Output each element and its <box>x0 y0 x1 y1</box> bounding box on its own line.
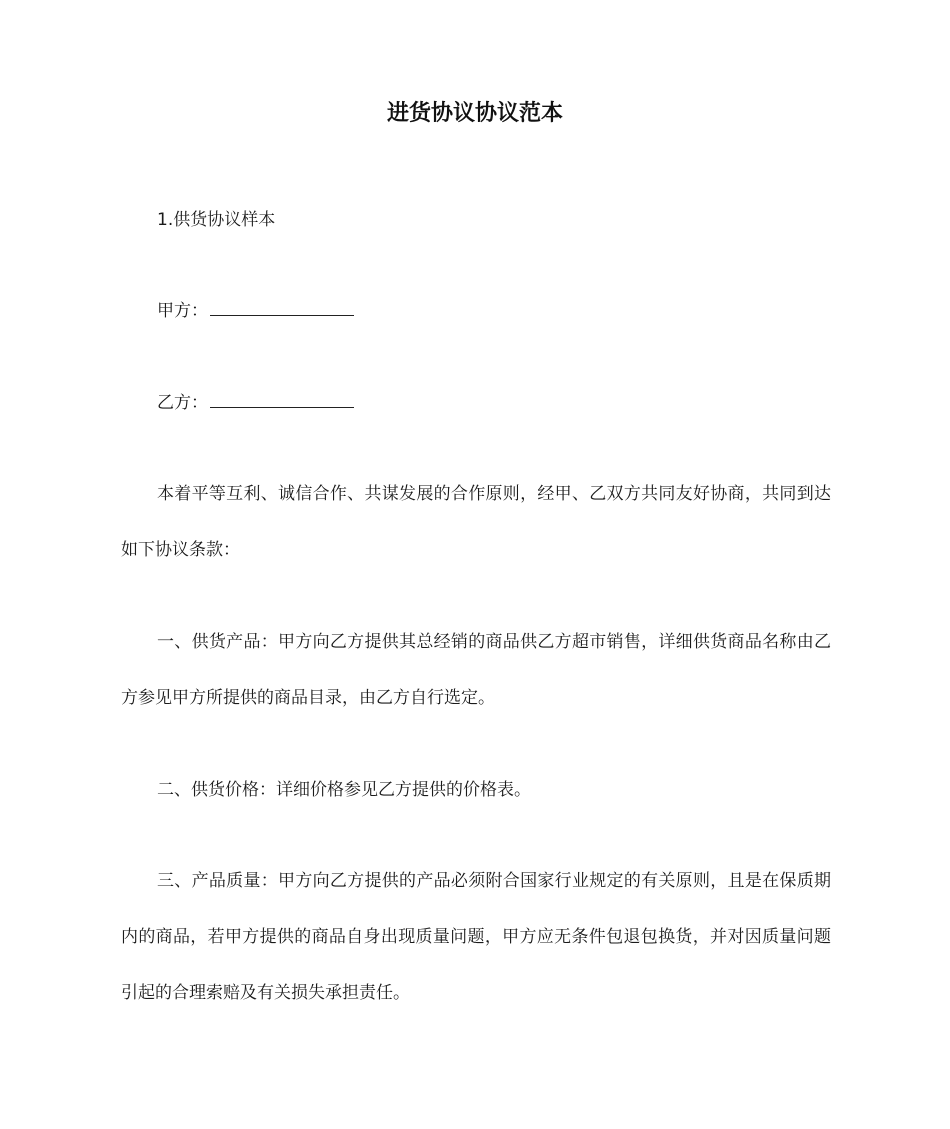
party-b-line <box>121 375 831 431</box>
clause-product-quality: 三、产品质量：甲方向乙方提供的产品必须附合国家行业规定的有关原则，且是在保质期内的商品，若甲方提供的商品自身出现质量问题，甲方应无条件包退包换货，并对因质量问题引起的合理索赔及有关损失承担责任。 <box>121 871 831 1003</box>
section-heading: 1.供货协议样本 <box>157 210 276 230</box>
clause-supply-price: 二、供货价格：详细价格参见乙方提供的价格表。 <box>157 780 531 800</box>
party-a-label: 甲方： <box>157 301 208 321</box>
party-b-blank-field <box>210 395 354 408</box>
party-a-blank-field <box>210 303 354 316</box>
clause-supply-products: 一、供货产品：甲方向乙方提供其总经销的商品供乙方超市销售，详细供货商品名称由乙方参见甲方所提供的商品目录，由乙方自行选定。 <box>121 632 831 708</box>
party-b-label: 乙方： <box>157 393 208 413</box>
party-a-line <box>121 283 831 339</box>
document-title: 进货协议协议范本 <box>386 101 563 126</box>
intro-paragraph: 本着平等互利、诚信合作、共谋发展的合作原则，经甲、乙双方共同友好协商，共同到达如下协议条款： <box>121 484 831 560</box>
